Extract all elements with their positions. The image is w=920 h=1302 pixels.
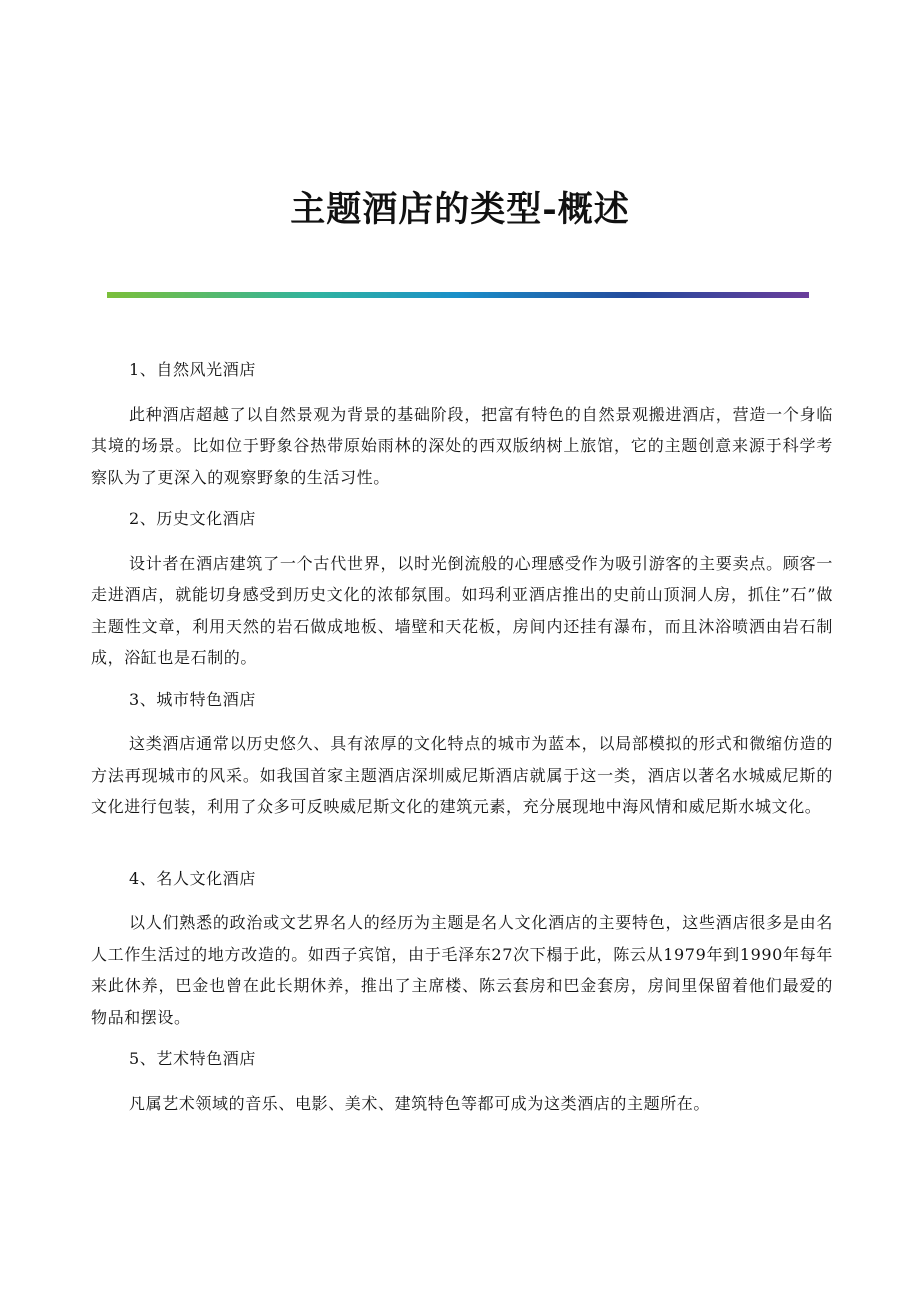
section-body-natural-scenery: 此种酒店超越了以自然景观为背景的基础阶段，把富有特色的自然景观搬进酒店，营造一个身临其境的场景。比如位于野象谷热带原始雨林的深处的西双版纳树上旅馆，它的主题创意来源于科学考察队为了更深入的观察野象的生活习性。 [91, 404, 833, 487]
section-spacer [91, 833, 833, 863]
section-heading-art-feature: 5、艺术特色酒店 [129, 1049, 256, 1068]
section-heading-city-feature: 3、城市特色酒店 [129, 689, 256, 709]
section-body-city-feature: 这类酒店通常以历史悠久、具有浓厚的文化特点的城市为蓝本，以局部模拟的形式和微缩仿造的方法再现城市的风采。如我国首家主题酒店深圳威尼斯酒店就属于这一类，酒店以著名水城威尼斯的文化进行包装，利用了众多可反映威尼斯文化的建筑元素，充分展现地中海风情和威尼斯水城文化。 [91, 734, 833, 816]
section-heading-natural-scenery: 1、自然风光酒店 [129, 360, 256, 379]
section-body-art-feature: 凡属艺术领域的音乐、电影、美术、建筑特色等都可成为这类酒店的主题所在。 [129, 1093, 711, 1113]
document-body [91, 354, 833, 1129]
section-heading-celebrity-culture: 4、名人文化酒店 [129, 868, 256, 888]
section-body-celebrity-culture: 以人们熟悉的政治或文艺界名人的经历为主题是名人文化酒店的主要特色，这些酒店很多是由名人工作生活过的地方改造的。如西子宾馆，由于毛泽东27次下榻于此，陈云从1979年到1990年每年来此休养，巴金也曾在此长期休养，推出了主席楼、陈云套房和巴金套房，房间里保留着他们最爱的物品和摆设。 [91, 913, 833, 1027]
title-divider [107, 292, 809, 298]
section-heading-history-culture: 2、历史文化酒店 [129, 509, 256, 528]
section-body-history-culture: 设计者在酒店建筑了一个古代世界，以时光倒流般的心理感受作为吸引游客的主要卖点。顾客一走进酒店，就能切身感受到历史文化的浓郁氛围。如玛利亚酒店推出的史前山顶洞人房，抓住”石”做主题性文章，利用天然的岩石做成地板、墙壁和天花板，房间内还挂有瀑布，而且沐浴喷洒由岩石制成，浴缸也是石制的。 [91, 553, 833, 667]
page-title: 主题酒店的类型-概述 [290, 189, 630, 230]
